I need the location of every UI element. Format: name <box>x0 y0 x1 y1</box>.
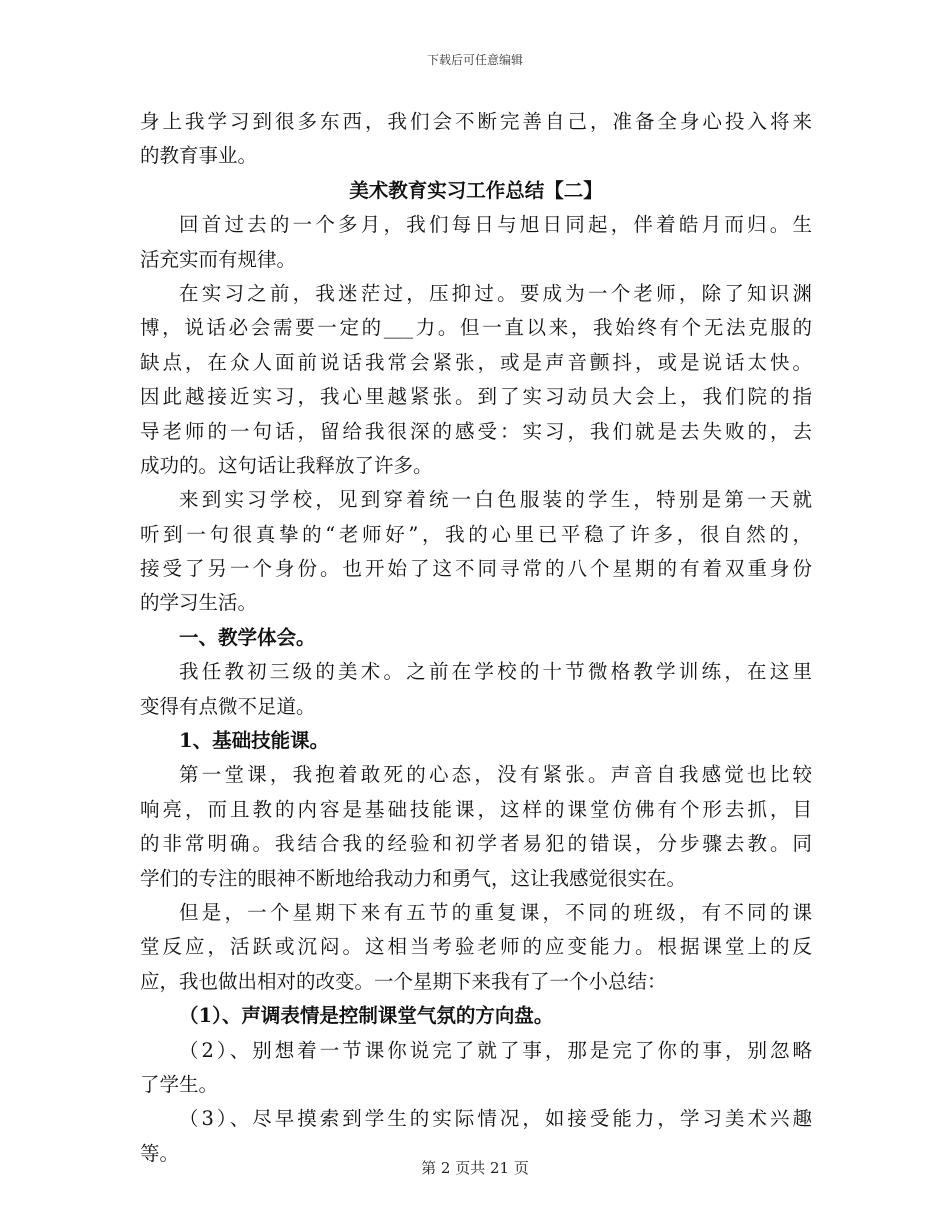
section-heading-line: 一、教学体会。 <box>179 625 316 649</box>
section-heading-line: （1）、声调表情是控制课堂气氛的方向盘。 <box>179 1004 554 1028</box>
body-text-line: 第一堂课，我抱着敢死的心态，没有紧张。声音自我感觉也比较 <box>179 763 812 787</box>
body-text-line: 但是，一个星期下来有五节的重复课，不同的班级，有不同的课 <box>179 900 812 924</box>
body-text-line: 导老师的一句话，留给我很深的感受：实习，我们就是去失败的，去 <box>140 419 812 443</box>
body-text-line: 因此越接近实习，我心里越紧张。到了实习动员大会上，我们院的指 <box>140 385 812 409</box>
body-text-line: 学们的专注的眼神不断地给我动力和勇气，这让我感觉很实在。 <box>140 866 687 890</box>
document-body <box>140 105 812 1171</box>
body-text-line: 在实习之前，我迷茫过，压抑过。要成为一个老师，除了知识渊 <box>179 281 812 305</box>
page-header: 下载后可任意编辑 <box>426 53 523 67</box>
body-text-line: 响亮，而且教的内容是基础技能课，这样的课堂仿佛有个形去抓，目 <box>140 797 812 821</box>
page-footer: 第 2 页共 21 页 <box>421 1159 529 1177</box>
body-text-line: 来到实习学校，见到穿着统一白色服装的学生，特别是第一天就 <box>179 488 812 512</box>
body-text-line: 等。 <box>140 1141 180 1165</box>
body-text-line: 的教育事业。 <box>140 144 258 168</box>
body-text-line: 成功的。这句话让我释放了许多。 <box>140 453 433 477</box>
section-title: 美术教育实习工作总结【二】 <box>349 178 603 202</box>
body-text-line: 我任教初三级的美术。之前在学校的十节微格教学训练，在这里 <box>179 660 812 684</box>
body-text-line: 的学习生活。 <box>140 591 258 615</box>
body-text-line: 缺点，在众人面前说话我常会紧张，或是声音颤抖，或是说话太快。 <box>140 350 812 374</box>
section-heading-line: 1、基础技能课。 <box>179 729 330 753</box>
body-text-line: 变得有点微不足道。 <box>140 694 316 718</box>
body-text-line: 回首过去的一个多月，我们每日与旭日同起，伴着皓月而归。生 <box>179 213 812 237</box>
body-text-line: 博，说话必会需要一定的___力。但一直以来，我始终有个无法克服的 <box>140 316 812 340</box>
body-text-line: （2）、别想着一节课你说完了就了事，那是完了你的事，别忽略 <box>179 1038 812 1062</box>
body-text-line: （3）、尽早摸索到学生的实际情况，如接受能力，学习美术兴趣 <box>179 1107 812 1131</box>
body-text-line: 堂反应，活跃或沉闷。这相当考验老师的应变能力。根据课堂上的反 <box>140 935 812 959</box>
body-text-line: 应，我也做出相对的改变。一个星期下来我有了一个小总结： <box>140 969 667 993</box>
body-text-line: 活充实而有规律。 <box>140 247 297 271</box>
body-text-line: 了学生。 <box>140 1072 219 1096</box>
body-text-line: 身上我学习到很多东西，我们会不断完善自己，准备全身心投入将来 <box>140 110 812 133</box>
body-text-line: 听到一句很真挚的“老师好”，我的心里已平稳了许多，很自然的， <box>140 522 812 546</box>
body-text-line: 的非常明确。我结合我的经验和初学者易犯的错误，分步骤去教。同 <box>140 832 812 856</box>
body-text-line: 接受了另一个身份。也开始了这不同寻常的八个星期的有着双重身份 <box>140 557 812 581</box>
